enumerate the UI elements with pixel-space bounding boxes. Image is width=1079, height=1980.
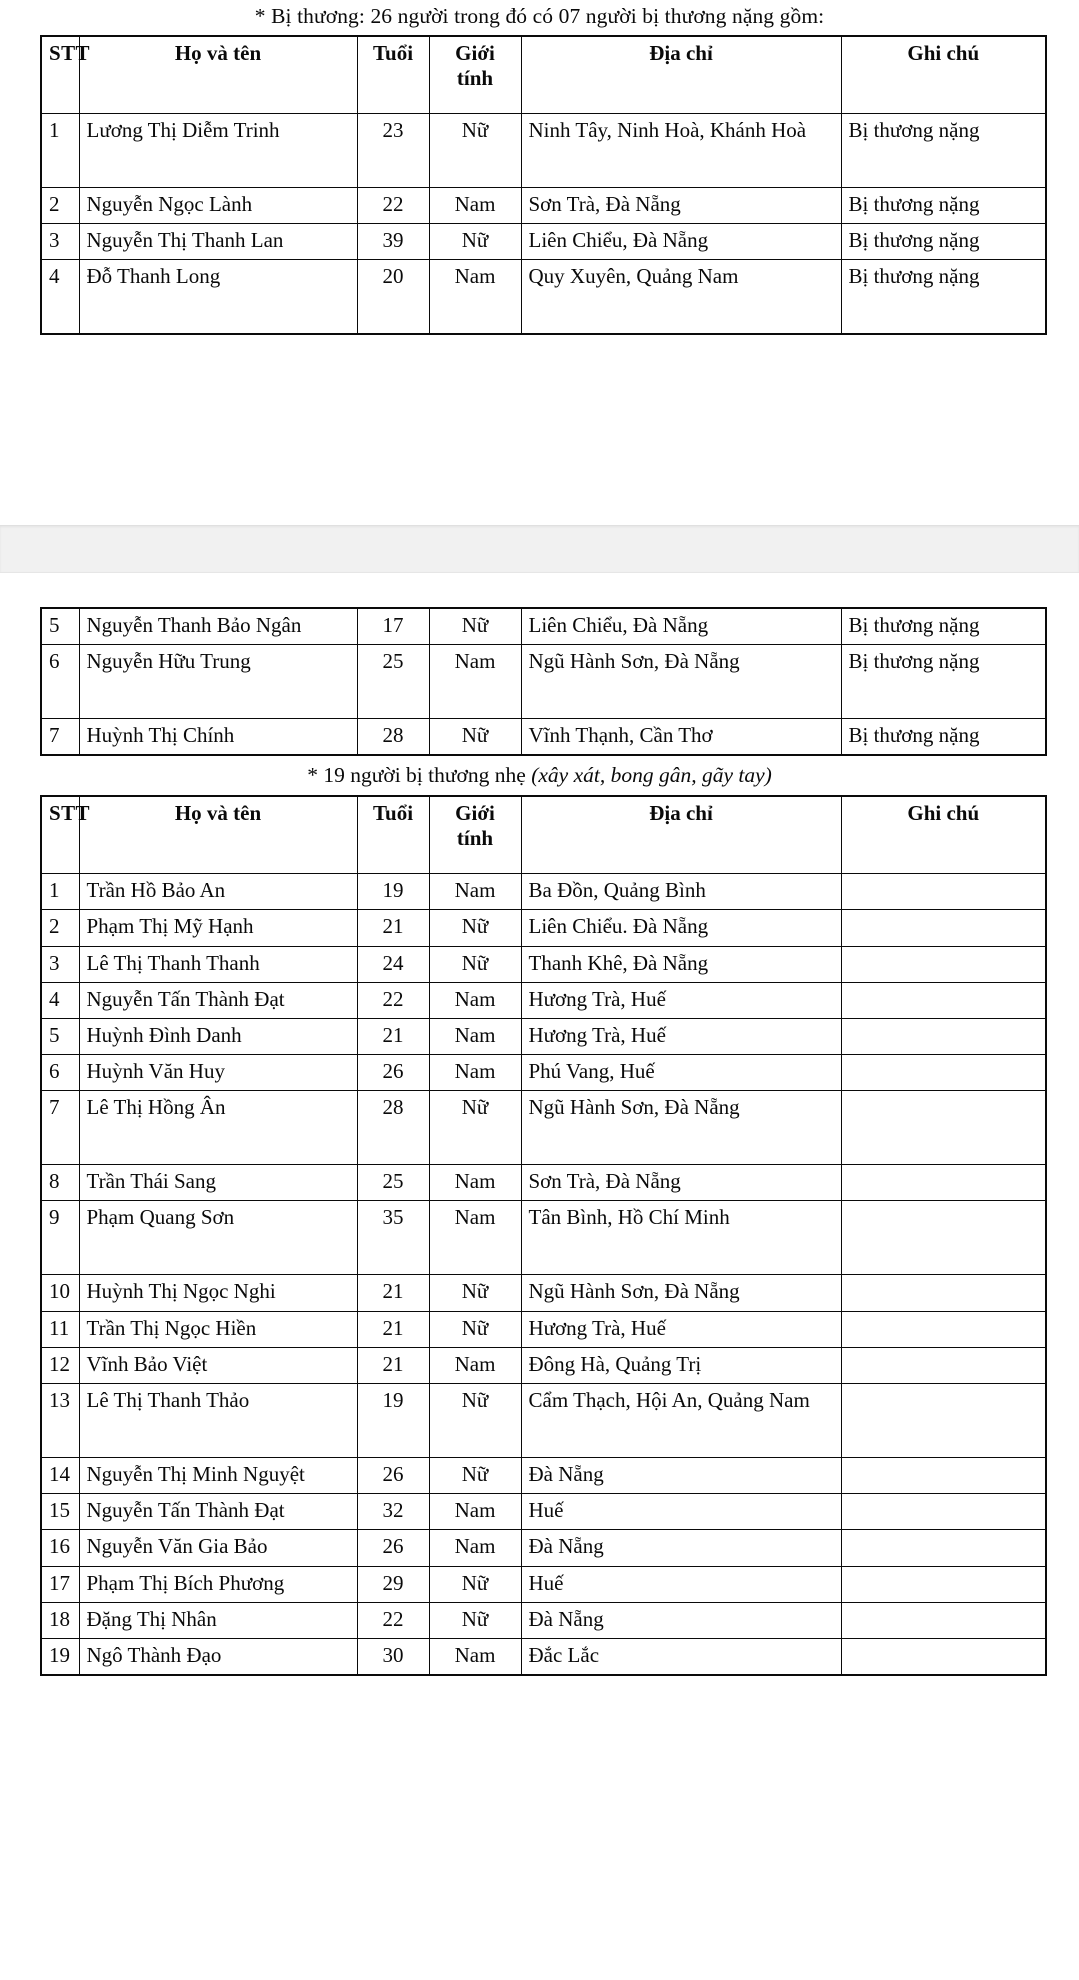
- cell-note: [841, 1458, 1046, 1494]
- column-header-stt: STT: [41, 796, 79, 874]
- cell-note: Bị thương nặng: [841, 260, 1046, 334]
- cell-note: [841, 946, 1046, 982]
- cell-address: Ngũ Hành Sơn, Đà Nẵng: [521, 1091, 841, 1165]
- cell-sex: Nữ: [429, 1566, 521, 1602]
- cell-sex: Nữ: [429, 910, 521, 946]
- cell-note: Bị thương nặng: [841, 608, 1046, 645]
- table-header-row: [41, 796, 1046, 874]
- cell-sex: Nam: [429, 260, 521, 334]
- column-header-note: Ghi chú: [841, 796, 1046, 874]
- cell-stt: 5: [41, 1018, 79, 1054]
- cell-stt: 4: [41, 260, 79, 334]
- cell-address: Cẩm Thạch, Hội An, Quảng Nam: [521, 1384, 841, 1458]
- cell-name: Huỳnh Thị Chính: [79, 719, 357, 756]
- cell-sex: Nam: [429, 1165, 521, 1201]
- cell-address: Đắc Lắc: [521, 1638, 841, 1675]
- section-two-caption-plain: * 19 người bị thương nhẹ: [307, 763, 532, 788]
- cell-stt: 13: [41, 1384, 79, 1458]
- cell-sex: Nữ: [429, 719, 521, 756]
- table-row: [41, 187, 1046, 223]
- cell-stt: 2: [41, 910, 79, 946]
- cell-address: Sơn Trà, Đà Nẵng: [521, 1165, 841, 1201]
- cell-age: 20: [357, 260, 429, 334]
- injured-severe-table-part1: [40, 35, 1047, 335]
- cell-stt: 6: [41, 1055, 79, 1091]
- cell-name: Lê Thị Hồng Ân: [79, 1091, 357, 1165]
- cell-age: 24: [357, 946, 429, 982]
- cell-note: [841, 1530, 1046, 1566]
- table-row: [41, 260, 1046, 334]
- injured-light-table: [40, 795, 1047, 1676]
- cell-stt: 16: [41, 1530, 79, 1566]
- section-two-caption-italic: (xây xát, bong gân, gãy tay): [531, 763, 772, 788]
- cell-address: Huế: [521, 1494, 841, 1530]
- cell-address: Quy Xuyên, Quảng Nam: [521, 260, 841, 334]
- cell-name: Nguyễn Tấn Thành Đạt: [79, 982, 357, 1018]
- column-header-address: Địa chỉ: [521, 796, 841, 874]
- cell-address: Đông Hà, Quảng Trị: [521, 1347, 841, 1383]
- cell-age: 17: [357, 608, 429, 645]
- table-row: [41, 113, 1046, 187]
- cell-sex: Nữ: [429, 1384, 521, 1458]
- cell-age: 22: [357, 187, 429, 223]
- table-row: [41, 1566, 1046, 1602]
- table-body: [41, 874, 1046, 1676]
- cell-address: Ngũ Hành Sơn, Đà Nẵng: [521, 1275, 841, 1311]
- cell-address: Hương Trà, Huế: [521, 1018, 841, 1054]
- cell-sex: Nam: [429, 874, 521, 910]
- table-row: [41, 982, 1046, 1018]
- table-row: [41, 645, 1046, 719]
- page-break-separator: [0, 525, 1079, 573]
- cell-note: Bị thương nặng: [841, 224, 1046, 260]
- cell-age: 26: [357, 1458, 429, 1494]
- table-row: [41, 1347, 1046, 1383]
- table-row: [41, 946, 1046, 982]
- cell-age: 19: [357, 874, 429, 910]
- column-header-age: Tuổi: [357, 36, 429, 114]
- cell-stt: 19: [41, 1638, 79, 1675]
- cell-sex: Nam: [429, 1018, 521, 1054]
- cell-stt: 17: [41, 1566, 79, 1602]
- table-body: [41, 113, 1046, 333]
- cell-name: Phạm Thị Mỹ Hạnh: [79, 910, 357, 946]
- cell-name: Ngô Thành Đạo: [79, 1638, 357, 1675]
- cell-stt: 3: [41, 224, 79, 260]
- cell-age: 29: [357, 1566, 429, 1602]
- cell-note: [841, 1201, 1046, 1275]
- cell-note: [841, 1018, 1046, 1054]
- table-row: [41, 1311, 1046, 1347]
- column-header-age: Tuổi: [357, 796, 429, 874]
- cell-age: 22: [357, 1602, 429, 1638]
- cell-age: 39: [357, 224, 429, 260]
- cell-address: Ninh Tây, Ninh Hoà, Khánh Hoà: [521, 113, 841, 187]
- cell-name: Nguyễn Văn Gia Bảo: [79, 1530, 357, 1566]
- cell-address: Sơn Trà, Đà Nẵng: [521, 187, 841, 223]
- table-row: [41, 1638, 1046, 1675]
- cell-sex: Nữ: [429, 1091, 521, 1165]
- table-row: [41, 910, 1046, 946]
- column-header-note: Ghi chú: [841, 36, 1046, 114]
- cell-address: Liên Chiểu, Đà Nẵng: [521, 608, 841, 645]
- cell-note: Bị thương nặng: [841, 719, 1046, 756]
- table-row: [41, 1494, 1046, 1530]
- table-row: [41, 1165, 1046, 1201]
- cell-address: Huế: [521, 1566, 841, 1602]
- page-one: [0, 0, 1079, 525]
- section-one-caption: * Bị thương: 26 người trong đó có 07 người bị thương nặng gồm:: [254, 4, 825, 28]
- cell-stt: 3: [41, 946, 79, 982]
- table-row: [41, 874, 1046, 910]
- cell-age: 26: [357, 1055, 429, 1091]
- cell-address: Thanh Khê, Đà Nẵng: [521, 946, 841, 982]
- cell-sex: Nữ: [429, 113, 521, 187]
- cell-name: Nguyễn Thị Minh Nguyệt: [79, 1458, 357, 1494]
- cell-age: 32: [357, 1494, 429, 1530]
- cell-sex: Nam: [429, 1055, 521, 1091]
- cell-sex: Nam: [429, 645, 521, 719]
- cell-age: 26: [357, 1530, 429, 1566]
- table-body: [41, 608, 1046, 755]
- cell-name: Trần Thái Sang: [79, 1165, 357, 1201]
- cell-note: [841, 1165, 1046, 1201]
- cell-stt: 8: [41, 1165, 79, 1201]
- page-two-top-margin: [0, 573, 1079, 607]
- cell-stt: 1: [41, 874, 79, 910]
- cell-sex: Nam: [429, 1347, 521, 1383]
- cell-name: Huỳnh Văn Huy: [79, 1055, 357, 1091]
- cell-name: Phạm Thị Bích Phương: [79, 1566, 357, 1602]
- cell-sex: Nam: [429, 1530, 521, 1566]
- table-row: [41, 719, 1046, 756]
- cell-note: [841, 1566, 1046, 1602]
- cell-age: 21: [357, 1311, 429, 1347]
- cell-note: [841, 1311, 1046, 1347]
- cell-address: Đà Nẵng: [521, 1458, 841, 1494]
- cell-note: [841, 1347, 1046, 1383]
- cell-address: Liên Chiểu, Đà Nẵng: [521, 224, 841, 260]
- cell-stt: 18: [41, 1602, 79, 1638]
- table-row: [41, 1530, 1046, 1566]
- table-row: [41, 1384, 1046, 1458]
- table-row: [41, 1091, 1046, 1165]
- cell-age: 21: [357, 1018, 429, 1054]
- table-row: [41, 224, 1046, 260]
- cell-name: Đỗ Thanh Long: [79, 260, 357, 334]
- cell-sex: Nam: [429, 982, 521, 1018]
- cell-sex: Nam: [429, 1638, 521, 1675]
- cell-stt: 6: [41, 645, 79, 719]
- column-header-name: Họ và tên: [79, 796, 357, 874]
- table-row: [41, 1458, 1046, 1494]
- cell-age: 19: [357, 1384, 429, 1458]
- cell-address: Ngũ Hành Sơn, Đà Nẵng: [521, 645, 841, 719]
- cell-name: Phạm Quang Sơn: [79, 1201, 357, 1275]
- cell-sex: Nữ: [429, 608, 521, 645]
- cell-age: 21: [357, 1347, 429, 1383]
- cell-name: Huỳnh Đình Danh: [79, 1018, 357, 1054]
- cell-address: Vĩnh Thạnh, Cần Thơ: [521, 719, 841, 756]
- cell-age: 22: [357, 982, 429, 1018]
- cell-name: Nguyễn Thị Thanh Lan: [79, 224, 357, 260]
- cell-age: 25: [357, 645, 429, 719]
- cell-age: 21: [357, 910, 429, 946]
- cell-stt: 7: [41, 1091, 79, 1165]
- cell-sex: Nam: [429, 187, 521, 223]
- cell-sex: Nữ: [429, 946, 521, 982]
- cell-stt: 14: [41, 1458, 79, 1494]
- column-header-sex: Giới tính: [429, 796, 521, 874]
- cell-address: Phú Vang, Huế: [521, 1055, 841, 1091]
- cell-name: Vĩnh Bảo Việt: [79, 1347, 357, 1383]
- cell-name: Lê Thị Thanh Thanh: [79, 946, 357, 982]
- cell-age: 35: [357, 1201, 429, 1275]
- cell-name: Huỳnh Thị Ngọc Nghi: [79, 1275, 357, 1311]
- cell-note: [841, 1494, 1046, 1530]
- cell-stt: 7: [41, 719, 79, 756]
- table-row: [41, 1602, 1046, 1638]
- cell-sex: Nữ: [429, 1275, 521, 1311]
- cell-note: [841, 910, 1046, 946]
- cell-name: Nguyễn Ngọc Lành: [79, 187, 357, 223]
- cell-address: Hương Trà, Huế: [521, 982, 841, 1018]
- cell-sex: Nữ: [429, 1602, 521, 1638]
- cell-address: Hương Trà, Huế: [521, 1311, 841, 1347]
- cell-note: Bị thương nặng: [841, 187, 1046, 223]
- cell-note: [841, 1091, 1046, 1165]
- cell-address: Đà Nẵng: [521, 1602, 841, 1638]
- cell-note: [841, 1275, 1046, 1311]
- column-header-stt: STT: [41, 36, 79, 114]
- cell-age: 21: [357, 1275, 429, 1311]
- cell-age: 28: [357, 719, 429, 756]
- column-header-address: Địa chỉ: [521, 36, 841, 114]
- cell-age: 28: [357, 1091, 429, 1165]
- cell-note: [841, 874, 1046, 910]
- cell-note: Bị thương nặng: [841, 113, 1046, 187]
- cell-sex: Nam: [429, 1201, 521, 1275]
- cell-stt: 2: [41, 187, 79, 223]
- cell-sex: Nữ: [429, 1311, 521, 1347]
- cell-name: Nguyễn Thanh Bảo Ngân: [79, 608, 357, 645]
- cell-note: Bị thương nặng: [841, 645, 1046, 719]
- cell-address: Ba Đồn, Quảng Bình: [521, 874, 841, 910]
- cell-sex: Nam: [429, 1494, 521, 1530]
- cell-stt: 15: [41, 1494, 79, 1530]
- cell-sex: Nữ: [429, 1458, 521, 1494]
- table-row: [41, 1018, 1046, 1054]
- table-header-row: [41, 36, 1046, 114]
- cell-age: 25: [357, 1165, 429, 1201]
- column-header-sex: Giới tính: [429, 36, 521, 114]
- cell-name: Nguyễn Hữu Trung: [79, 645, 357, 719]
- table-row: [41, 1275, 1046, 1311]
- table-row: [41, 608, 1046, 645]
- cell-address: Đà Nẵng: [521, 1530, 841, 1566]
- table-row: [41, 1055, 1046, 1091]
- cell-note: [841, 1384, 1046, 1458]
- cell-age: 30: [357, 1638, 429, 1675]
- page-bottom-clipped-text: [0, 1676, 1079, 1702]
- cell-name: Đặng Thị Nhân: [79, 1602, 357, 1638]
- injured-severe-table-part2: [40, 607, 1047, 756]
- cell-name: Lê Thị Thanh Thảo: [79, 1384, 357, 1458]
- cell-stt: 11: [41, 1311, 79, 1347]
- cell-name: Trần Thị Ngọc Hiền: [79, 1311, 357, 1347]
- page-two: [0, 573, 1079, 1973]
- cell-name: Trần Hồ Bảo An: [79, 874, 357, 910]
- section-two-caption: [0, 756, 1079, 795]
- cell-note: [841, 982, 1046, 1018]
- cell-stt: 1: [41, 113, 79, 187]
- table-row: [41, 1201, 1046, 1275]
- cell-address: Liên Chiểu. Đà Nẵng: [521, 910, 841, 946]
- cell-note: [841, 1638, 1046, 1675]
- cell-age: 23: [357, 113, 429, 187]
- cell-stt: 4: [41, 982, 79, 1018]
- cell-stt: 12: [41, 1347, 79, 1383]
- cell-stt: 10: [41, 1275, 79, 1311]
- cell-note: [841, 1055, 1046, 1091]
- cell-sex: Nữ: [429, 224, 521, 260]
- cell-stt: 5: [41, 608, 79, 645]
- cell-name: Nguyễn Tấn Thành Đạt: [79, 1494, 357, 1530]
- cell-note: [841, 1602, 1046, 1638]
- column-header-name: Họ và tên: [79, 36, 357, 114]
- cell-stt: 9: [41, 1201, 79, 1275]
- cell-address: Tân Bình, Hồ Chí Minh: [521, 1201, 841, 1275]
- cell-name: Lương Thị Diễm Trinh: [79, 113, 357, 187]
